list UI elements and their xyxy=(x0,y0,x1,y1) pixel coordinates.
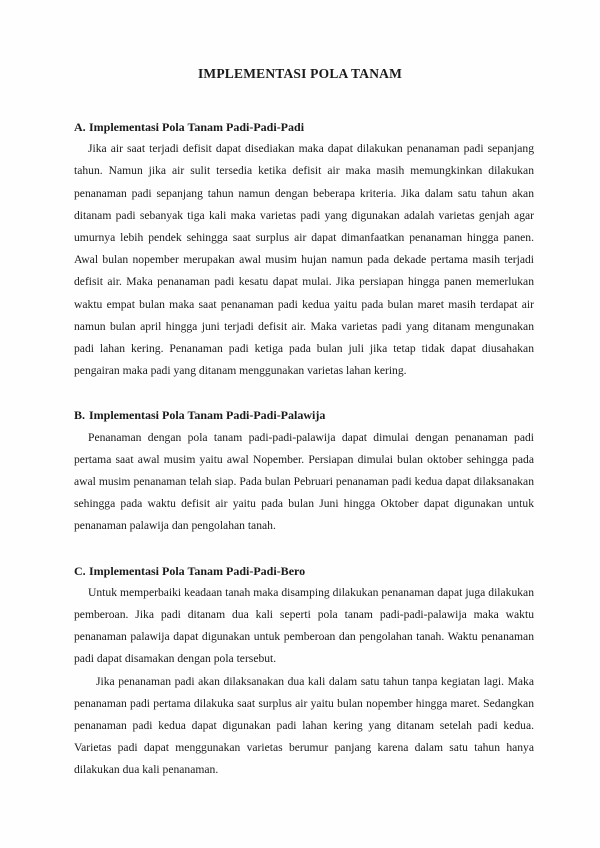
section-b-heading xyxy=(74,404,534,426)
section-c-paragraph-1: Untuk memperbaiki keadaan tanah maka disamping dilakukan penanaman dapat juga dilakukan pemberoan. Jika padi ditanam dua kali seperti pola tanam padi-padi-palawija maka waktu penanaman palawija dapat digunakan untuk pemberoan dan pengolahan tanah. Waktu penanaman padi dapat disamakan dengan pola tersebut. xyxy=(74,585,534,666)
section-c-title: Implementasi Pola Tanam Padi-Padi-Bero xyxy=(89,563,306,578)
document-body xyxy=(74,116,534,782)
section-a xyxy=(74,116,534,382)
section-a-title: Implementasi Pola Tanam Padi-Padi-Padi xyxy=(89,120,305,134)
section-c-letter: C. xyxy=(74,563,86,578)
section-a-heading xyxy=(74,116,534,138)
section-b-title: Implementasi Pola Tanam Padi-Padi-Palawija xyxy=(89,408,326,423)
document-title: IMPLEMENTASI POLA TANAM xyxy=(197,66,403,81)
section-c-paragraph-2: Jika penanaman padi akan dilaksanakan dua kali dalam satu tahun tanpa kegiatan lagi. Maka penanaman padi pertama dilakuka saat surplus air yaitu bulan nopember hingga maret. Sedangkan penanaman padi kedua dapat digunakan padi lahan kering yang ditanam setelah padi kedua. Varietas padi dapat menggunakan varietas berumur panjang karena dalam satu tahun hanya dilakukan dua kali penanaman. xyxy=(74,674,534,777)
section-b-letter: B. xyxy=(74,408,86,423)
section-b xyxy=(74,404,534,537)
section-c xyxy=(74,560,534,782)
section-a-paragraph-1: Jika air saat terjadi defisit dapat disediakan maka dapat dilakukan penanaman padi sepanjang tahun. Namun jika air sulit tersedia ketika defisit air maka masih memungkinkan dilakukan penanaman padi sepanjang tahun namun dengan beberapa kriteria. Jika dalam satu tahun akan ditanam padi sebanyak tiga kali maka varietas padi yang digunakan adalah varietas genjah agar umurnya lebih pendek sehingga saat surplus air dapat dimanfaatkan penanaman hingga panen. Awal bulan nopember merupakan awal musim hujan namun pada dekade pertama masih terjadi defisit air. Maka penanaman padi kesatu dapat mulai. Jika persiapan hingga panen memerlukan waktu empat bulan maka saat penanaman padi kedua yaitu pada bulan maret masih terdapat air namun bulan april hingga juni terjadi defisit air. Maka varietas padi yang ditanam mengunakan padi lahan kering. Penanaman padi ketiga pada bulan juli jika tetap tidak dapat diusahakan pengairan maka padi yang ditanam menggunakan varietas lahan kering. xyxy=(74,142,534,378)
section-a-letter: A. xyxy=(74,120,86,134)
section-c-heading xyxy=(74,560,534,582)
section-b-paragraph-1: Penanaman dengan pola tanam padi-padi-palawija dapat dimulai dengan penanaman padi pertama saat awal musim yaitu awal Nopember. Persiapan dimulai bulan oktober sehingga pada awal musim penanaman telah siap. Pada bulan Pebruari penanaman padi kedua dapat dilaksanakan sehingga pada waktu defisit air yaitu pada bulan Juni hingga Oktober dapat digunakan untuk penanaman palawija dan pengolahan tanah. xyxy=(74,430,534,533)
